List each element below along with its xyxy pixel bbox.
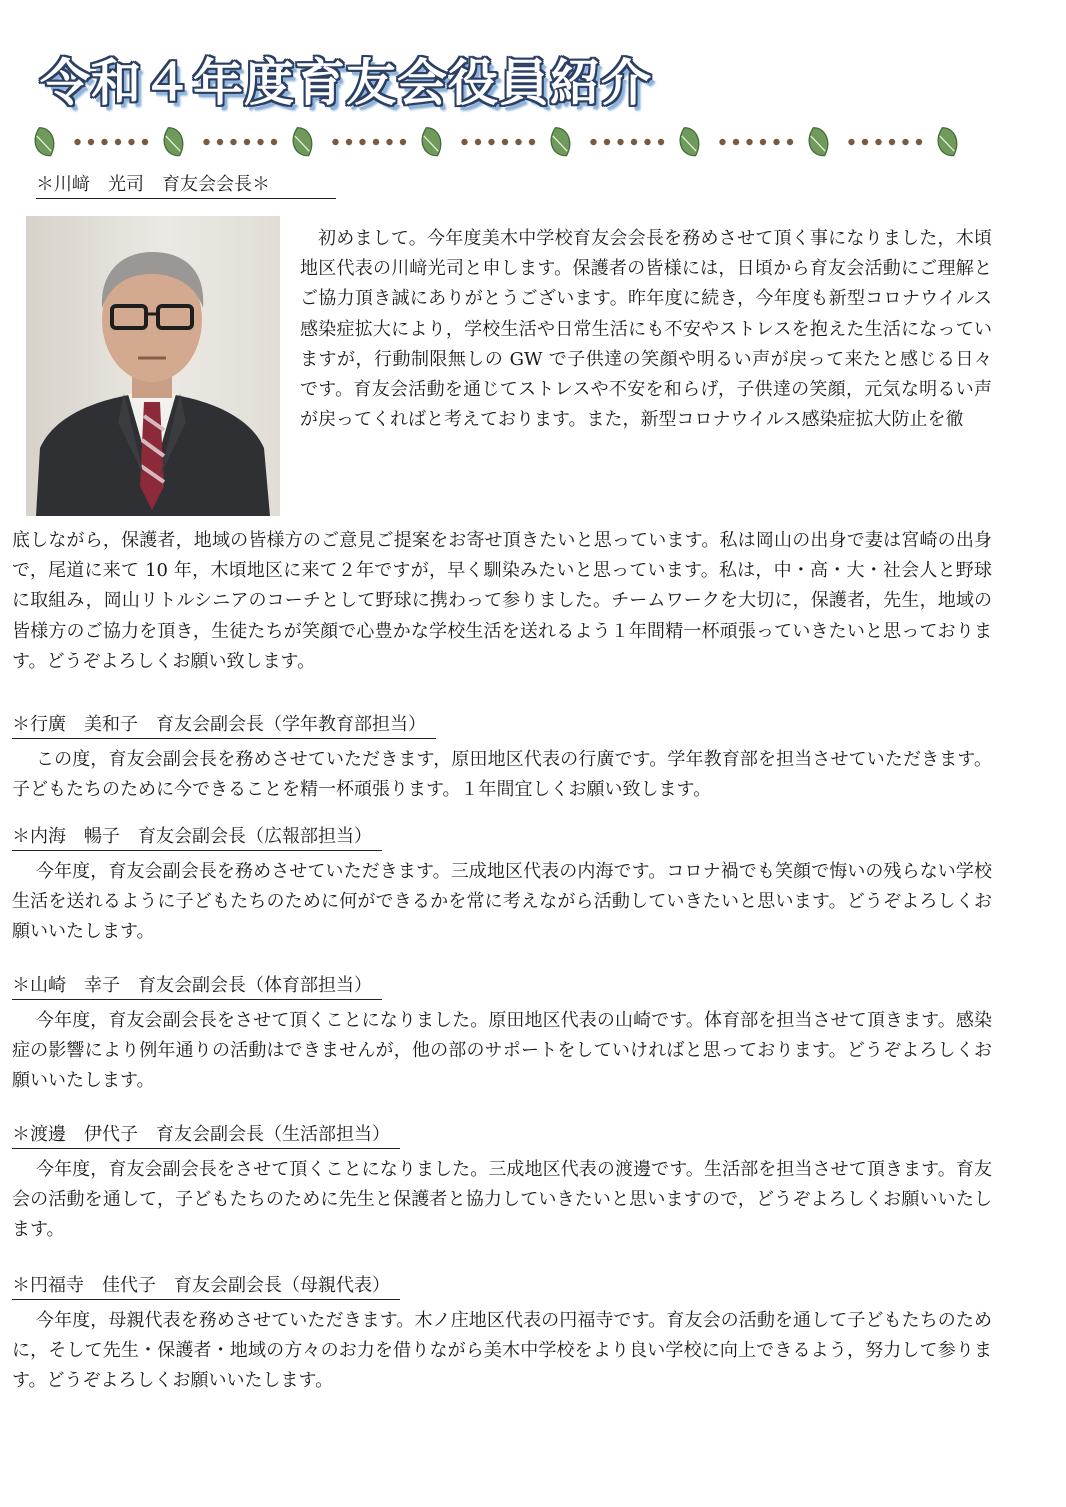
divider-dot (217, 139, 223, 145)
divider-dot (604, 139, 610, 145)
officer-message: 今年度，育友会副会長を務めさせていただきます。三成地区代表の内海です。コロナ禍でも笑顔で悔いの残らない学校生活を送れるように子どもたちのために何ができるかを常に考えながら活動していきたいと思います。どうぞよろしくお願いいたします。 (12, 861, 992, 943)
divider-dot (88, 139, 94, 145)
divider-dot (760, 139, 766, 145)
divider-dot (257, 139, 263, 145)
divider-dot (902, 139, 908, 145)
divider-dot (271, 139, 277, 145)
divider-dot (488, 139, 494, 145)
divider-dot (502, 139, 508, 145)
officer-section-yukihiro (12, 712, 992, 805)
divider-dot (101, 139, 107, 145)
officer-message: 今年度，育友会副会長をさせて頂くことになりました。原田地区代表の山崎です。体育部を担当させて頂きます。感染症の影響により例年通りの活動はできませんが，他の部のサポートをしていければと思っております。どうぞよろしくお願いいたします。 (12, 1010, 992, 1092)
president-message-top: 初めまして。今年度美木中学校育友会会長を務めさせて頂く事になりました，木頃地区代表の川﨑光司と申します。保護者の皆様には，日頃から育友会活動にご理解とご協力頂き誠にありがとうございます。昨年度に続き，今年度も新型コロナウイルス感染症拡大により，学校生活や日常生活にも不安やストレスを抱えた生活になっていますが，行動制限無しの GW で子供達の笑顔や明るい声が戻って来たと感じる日々です。育友会活動を通じてストレスや不安を和らげ，子供達の笑顔，元気な明るい声が戻ってくればと考えております。また，新型コロナウイルス感染症拡大防止を徹 (300, 228, 992, 431)
divider-dot (128, 139, 134, 145)
divider-dot (889, 139, 895, 145)
officer-heading: ＊渡邊 伊代子 育友会副会長（生活部担当） (12, 1122, 400, 1149)
leaf-icon (418, 125, 445, 159)
officer-section-enpukuji (12, 1273, 992, 1397)
leaf-icon (934, 125, 961, 159)
divider-dot (244, 139, 250, 145)
divider-dot (773, 139, 779, 145)
leaf-icon (289, 125, 316, 159)
divider-dot (631, 139, 637, 145)
divider-dot (875, 139, 881, 145)
president-photo (26, 216, 280, 516)
divider-dot (848, 139, 854, 145)
leaf-icon (676, 125, 703, 159)
officer-message: この度，育友会副会長を務めさせていただきます，原田地区代表の行廣です。学年教育部を担当させていただきます。子どもたちのために今できることを精一杯頑張ります。１年間宜しくお願い致します。 (12, 749, 992, 801)
divider-dot (719, 139, 725, 145)
divider-dot (142, 139, 148, 145)
divider-dot (515, 139, 521, 145)
divider-dot (617, 139, 623, 145)
divider-dot (862, 139, 868, 145)
officer-section-watanabe (12, 1122, 992, 1246)
officer-heading: ＊円福寺 佳代子 育友会副会長（母親代表） (12, 1273, 400, 1300)
president-message-bottom: 底しながら，保護者，地域の皆様方のご意見ご提案をお寄せ頂きたいと思っています。私は岡山の出身で妻は宮崎の出身で，尾道に来て 10 年，木頃地区に来て２年ですが，早く馴染みたいと思っています。私は，中・高・大・社会人と野球に取組み，岡山リトルシニアのコーチとして野球に携わって参りました。チームワークを大切に，保護者，先生，地域の皆様方のご協力を頂き，生徒たちが笑顔で心豊かな学校生活を送れるよう１年間精一杯頑張っていきたいと思っております。どうぞよろしくお願い致します。 (12, 530, 992, 672)
divider-dot (373, 139, 379, 145)
divider-dot (658, 139, 664, 145)
officer-heading: ＊行廣 美和子 育友会副会長（学年教育部担当） (12, 712, 436, 739)
divider-dot (359, 139, 365, 145)
divider-dot (916, 139, 922, 145)
officer-message: 今年度，母親代表を務めさせていただきます。木ノ庄地区代表の円福寺です。育友会の活動を通して子どもたちのために，そして先生・保護者・地域の方々のお力を借りながら美木中学校をより良い学校に向上できるよう，努力して参ります。どうぞよろしくお願いいたします。 (12, 1310, 992, 1392)
leaf-icon (547, 125, 574, 159)
divider-dot (644, 139, 650, 145)
divider-dot (787, 139, 793, 145)
officer-message: 今年度，育友会副会長をさせて頂くことになりました。三成地区代表の渡邊です。生活部を担当させて頂きます。育友会の活動を通して，子どもたちのために先生と保護者と協力していきたいと思いますので，どうぞよろしくお願いいたします。 (12, 1159, 992, 1241)
divider-dot (529, 139, 535, 145)
officer-heading: ＊山崎 幸子 育友会副会長（体育部担当） (12, 973, 382, 1000)
officer-section-utsumi (12, 824, 992, 948)
divider-dot (74, 139, 80, 145)
leaf-icon (805, 125, 832, 159)
divider-dot (461, 139, 467, 145)
divider-dot (590, 139, 596, 145)
officer-section-yamasaki (12, 973, 992, 1097)
divider-dot (230, 139, 236, 145)
page-title: 令和４年度育友会役員紹介 (40, 53, 652, 112)
divider-dot (332, 139, 338, 145)
divider-dot (346, 139, 352, 145)
divider-dot (115, 139, 121, 145)
divider-dot (746, 139, 752, 145)
leaf-icon (31, 125, 58, 159)
president-heading: ＊川﨑 光司 育友会会長＊ (36, 172, 336, 199)
divider-dot (400, 139, 406, 145)
divider-dot (386, 139, 392, 145)
divider-dot (203, 139, 209, 145)
divider-dot (733, 139, 739, 145)
divider-dot (475, 139, 481, 145)
officer-heading: ＊内海 暢子 育友会副会長（広報部担当） (12, 824, 382, 851)
leaf-divider (26, 118, 966, 168)
leaf-icon (160, 125, 187, 159)
